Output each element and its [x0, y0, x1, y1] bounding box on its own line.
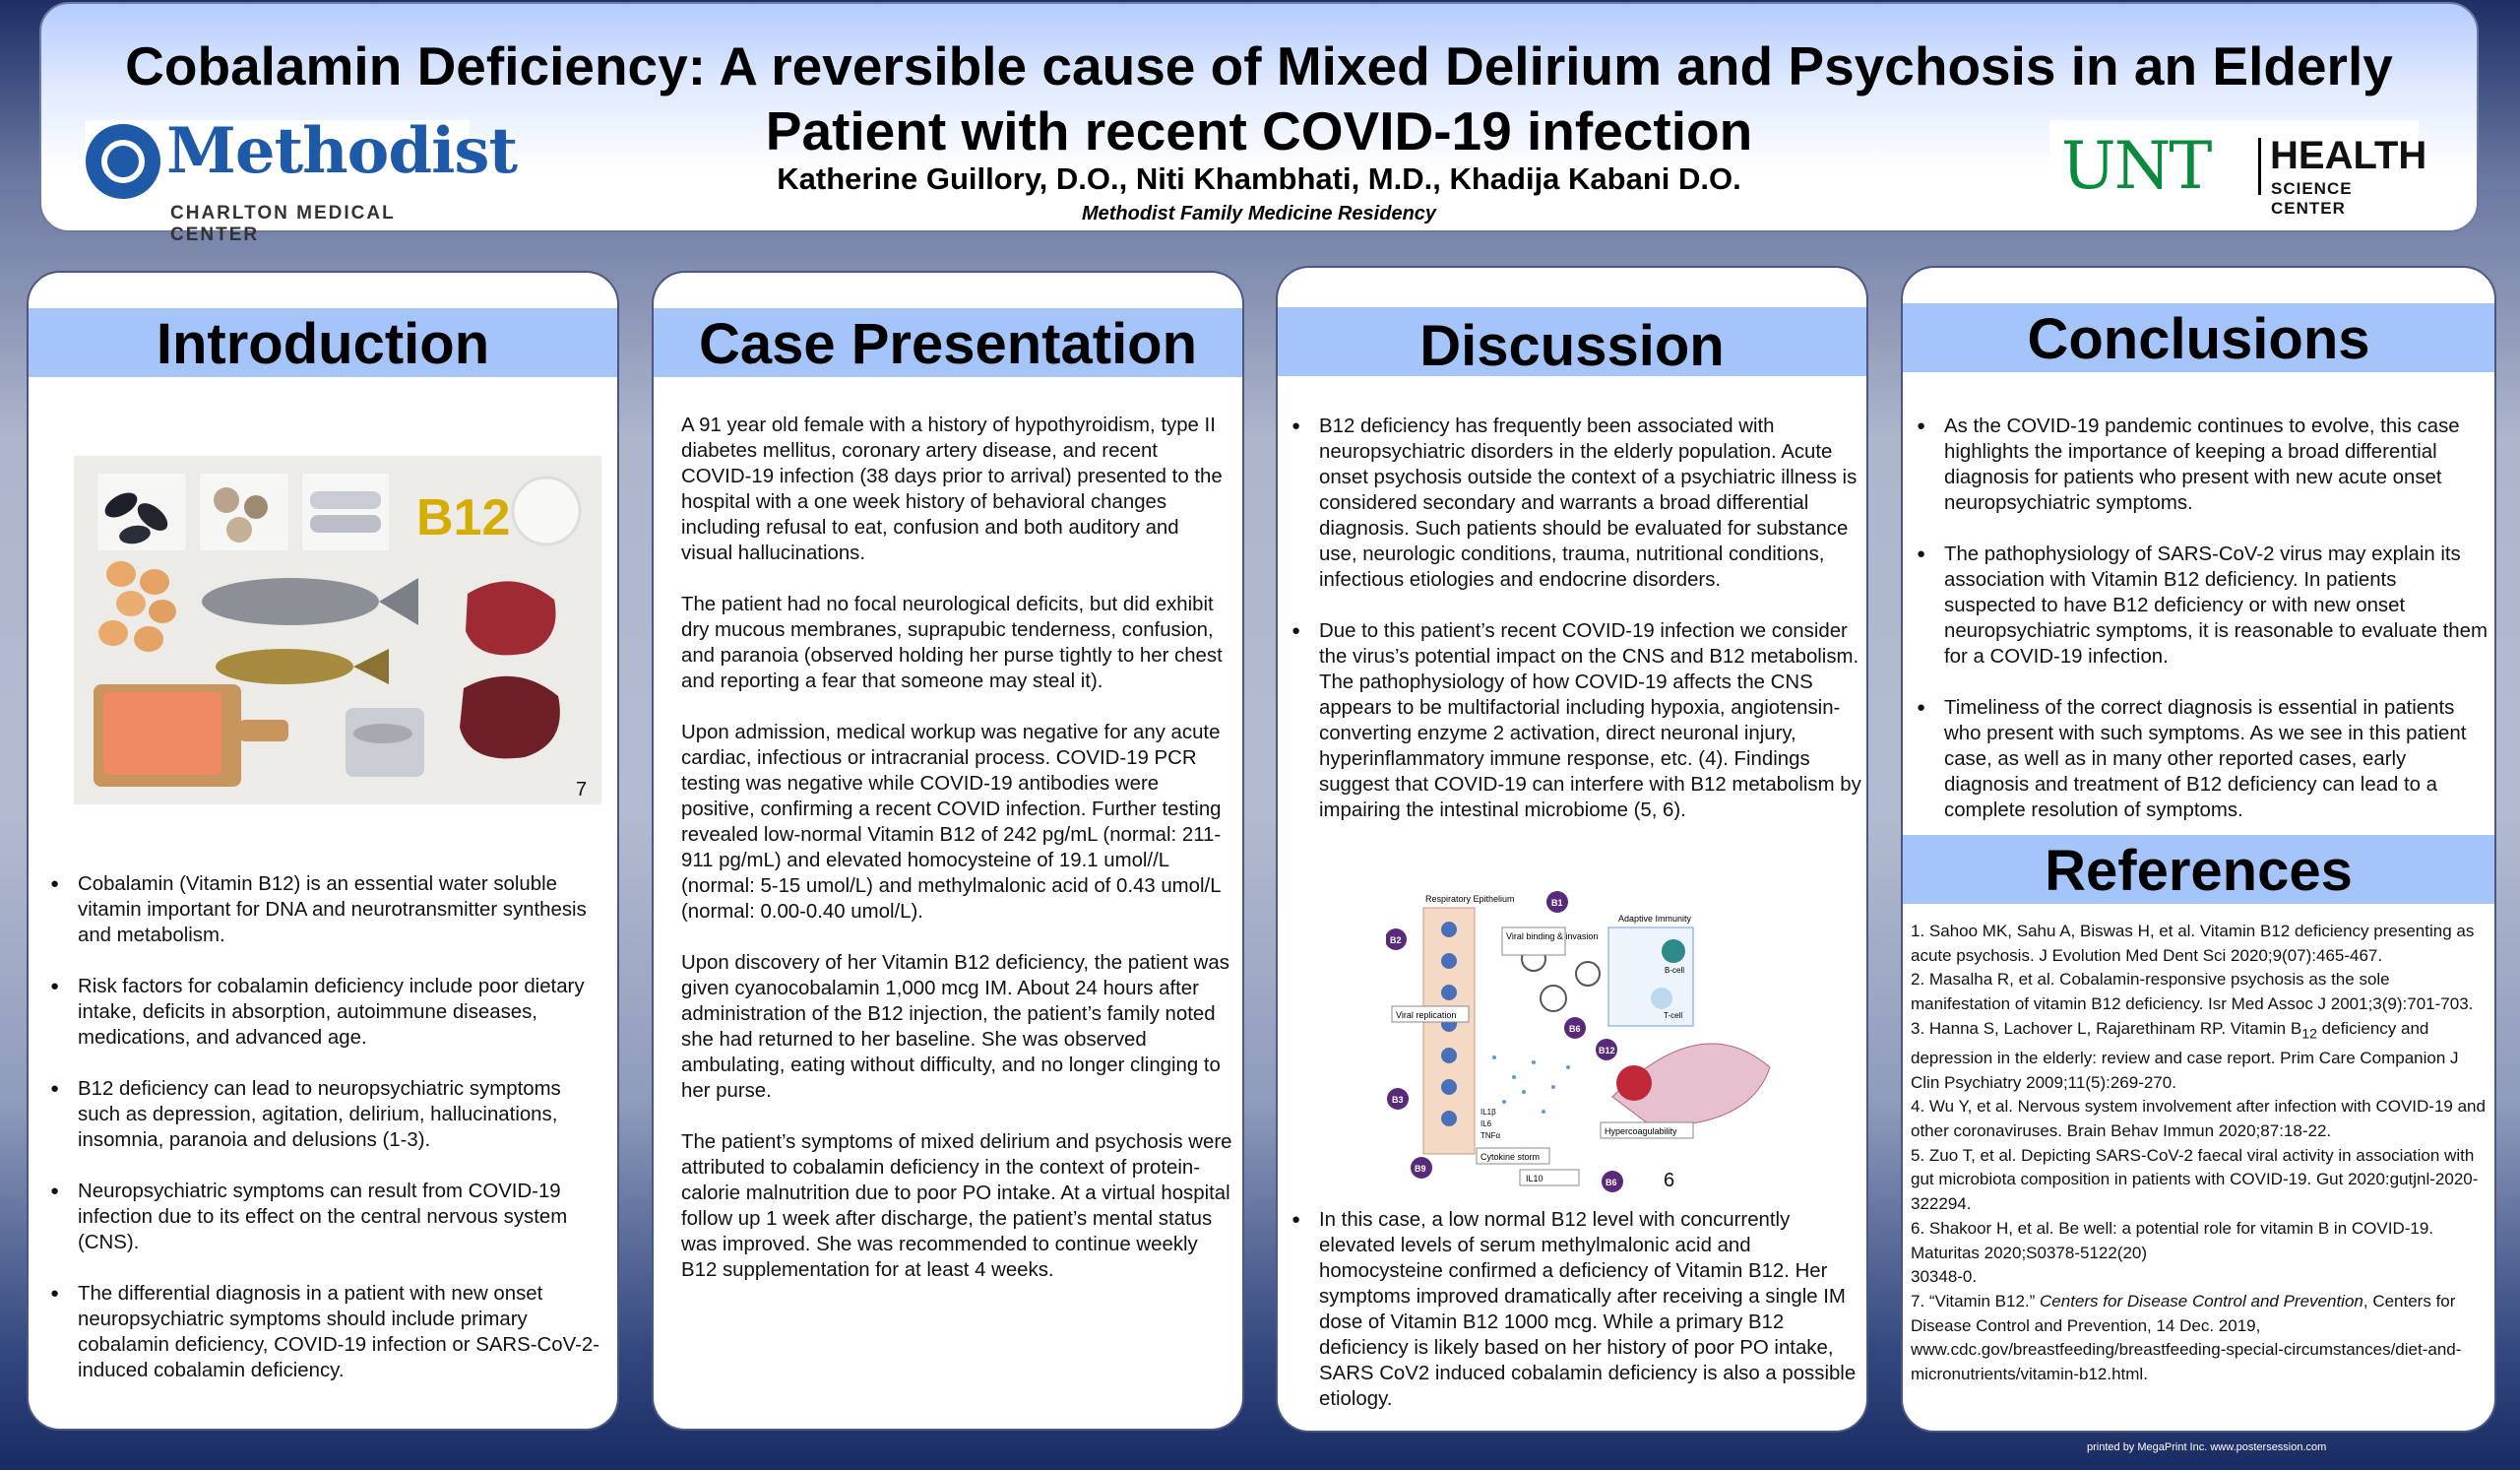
discussion-bullet: ● In this case, a low normal B12 level with concurrently elevated levels of serum methylmalonic acid and homocysteine confirmed a deficiency of Vitamin B12. Her symptoms improved dramatically after receiving a single IM dose of Vitamin B12 1000 mcg. While a primary B12 deficiency is likely based on her history of poor PO intake, SARS CoV2 induced cobalamin deficiency is also a possible etiology.	[1292, 1207, 1864, 1412]
reference-item: 1. Sahoo MK, Sahu A, Biswas H, et al. Vitamin B12 deficiency presenting as acute psychosis. J Evolution Med Dent Sci 2020;9(07):465-467.	[1911, 922, 2475, 965]
fig-label-hyper: Hypercoagulability	[1605, 1126, 1677, 1136]
fig-b12: B12	[1599, 1046, 1615, 1055]
introduction-text	[50, 871, 601, 1409]
references-heading: References	[1903, 835, 2494, 904]
intro-bullet: ● Neuropsychiatric symptoms can result from COVID-19 infection due to its effect on the central nervous system (CNS).	[50, 1179, 601, 1255]
methodist-logo	[86, 114, 517, 245]
reference-3-sub: 12	[2301, 1026, 2317, 1043]
affiliation: Methodist Family Medicine Residency	[1081, 203, 1437, 224]
fig-label-binding: Viral binding & invasion	[1506, 931, 1599, 941]
discussion-text-bottom	[1292, 1207, 1864, 1433]
authors: Katherine Guillory, D.O., Niti Khambhati, M.D., Khadija Kabani D.O.	[777, 161, 1741, 196]
fig-label-tcell: T-cell	[1664, 1011, 1683, 1020]
fig-label-epithelium: Respiratory Epithelium	[1425, 894, 1515, 904]
intro-bullet: ● Cobalamin (Vitamin B12) is an essential water soluble vitamin important for DNA and neurotransmitter synthesis and metabolism.	[50, 871, 601, 948]
introduction-panel	[27, 271, 619, 1431]
methodist-logo-word: Methodist	[166, 114, 517, 188]
methodist-emblem-icon	[86, 124, 160, 199]
intro-bullet: ● B12 deficiency can lead to neuropsychiatric symptoms such as depression, agitation, delirium, hallucinations, insomnia, paranoia and delusions (1-3).	[50, 1076, 601, 1153]
fig-b6: B6	[1569, 1024, 1581, 1034]
conclusions-text	[1917, 414, 2488, 849]
fig-label-tnfa: TNFα	[1480, 1131, 1501, 1140]
image-citation: 7	[576, 779, 588, 800]
reference-item: 2. Masalha R, et al. Cobalamin-responsive psychosis as the sole manifestation of vitamin B12 deficiency. Isr Med Assoc J 2001;3(9):701-703.	[1911, 970, 2474, 1014]
fig-label-adaptive: Adaptive Immunity	[1618, 914, 1692, 924]
fig-b1: B1	[1551, 898, 1563, 908]
fig-label-il10: IL10	[1526, 1174, 1544, 1183]
fig-b2: B2	[1390, 935, 1402, 945]
poster-header	[39, 2, 2479, 245]
conclusion-bullet: ● Timeliness of the correct diagnosis is essential in patients who present with such symptoms. As we see in this patient case, as well as in many other reported cases, early diagnosis and treatment of B12 deficiency can lead to a complete resolution of symptoms.	[1917, 695, 2488, 823]
methodist-logo-sub: CHARLTON MEDICAL CENTER	[170, 203, 396, 245]
fig-label-il1b: IL1β	[1480, 1108, 1496, 1117]
case-paragraph: The patient’s symptoms of mixed delirium and psychosis were attributed to cobalamin deficiency in the context of protein-calorie malnutrition due to poor PO intake. At a virtual hospital follow up 1 week after discharge, the patient’s mental status was improved. She was recommended to continue weekly B12 supplementation for at least 4 weeks.	[681, 1131, 1232, 1281]
conclusion-bullet: ● The pathophysiology of SARS-CoV-2 virus may explain its association with Vitamin B12 deficiency. In patients suspected to have B12 deficiency or with new onset neuropsychiatric symptoms, it is reasonable to evaluate them for a COVID-19 infection.	[1917, 542, 2488, 670]
fig-b3: B3	[1392, 1095, 1404, 1105]
fig-b9: B9	[1415, 1164, 1426, 1174]
title-line-1: Cobalamin Deficiency: A reversible cause of Mixed Delirium and Psychosis in an Elderly	[125, 35, 2393, 96]
b12-foods-image	[74, 456, 603, 806]
b12-image-label: B12	[416, 489, 511, 546]
logo-divider	[2258, 138, 2261, 195]
conclusions-panel	[1901, 266, 2496, 1433]
references-list	[1911, 920, 2489, 1387]
unt-logo-health: HEALTH	[2270, 134, 2427, 177]
unt-logo-hsc: SCIENCE CENTER	[2271, 179, 2353, 218]
figure-citation: 6	[1664, 1170, 1675, 1191]
reference-item	[1911, 1290, 2489, 1387]
case-text	[681, 413, 1232, 1309]
reference-7-italic: Centers for Disease Control and Prevention	[2040, 1291, 2363, 1310]
conclusions-heading: Conclusions	[1903, 303, 2494, 372]
reference-item	[1911, 1217, 2489, 1290]
fig-b6-lower: B6	[1606, 1178, 1617, 1187]
fig-label-cytokine: Cytokine storm	[1480, 1152, 1541, 1162]
reference-item: 4. Wu Y, et al. Nervous system involvement after infection with COVID-19 and other coronaviruses. Brain Behav Immun 2020;87:18-22.	[1911, 1097, 2486, 1141]
intro-bullet: ● Risk factors for cobalamin deficiency include poor dietary intake, deficits in absorption, autoimmune diseases, medications, and advanced age.	[50, 974, 601, 1051]
discussion-bullet: ● B12 deficiency has frequently been associated with neuropsychiatric disorders in the elderly population. Acute onset psychosis outside the context of a psychiatric illness is considered secondary and warrants a broad differential diagnosis. Such patients should be evaluated for substance use, neurologic conditions, trauma, nutritional conditions, infectious etiologies and endocrine disorders.	[1292, 414, 1864, 593]
unt-logo-word: UNT	[2061, 128, 2211, 204]
covid-pathophysiology-figure	[1386, 890, 1799, 1195]
intro-bullet: ● The differential diagnosis in a patient with new onset neuropsychiatric symptoms should include primary cobalamin deficiency, COVID-19 infection or SARS-CoV-2-induced cobalamin deficiency.	[50, 1281, 601, 1383]
reference-3-start: 3. Hanna S, Lachover L, Rajarethinam RP. Vitamin B	[1911, 1018, 2302, 1038]
conclusion-bullet: ● As the COVID-19 pandemic continues to evolve, this case highlights the importance of keeping a broad differential diagnosis for patients who present with new acute onset neuropsychiatric symptoms.	[1917, 414, 2488, 516]
fig-label-il6: IL6	[1480, 1119, 1492, 1128]
title-line-2: Patient with recent COVID-19 infection	[765, 100, 1753, 161]
case-heading: Case Presentation	[654, 308, 1242, 377]
case-paragraph: A 91 year old female with a history of hypothyroidism, type II diabetes mellitus, coronary artery disease, and recent COVID-19 infection (38 days prior to arrival) presented to the hospital with a one week history of behavioral changes including refusal to eat, confusion and both auditory and visual hallucinations.	[681, 415, 1223, 564]
reference-item: 5. Zuo T, et al. Depicting SARS-CoV-2 faecal viral activity in association with gut microbiota composition in patients with COVID-19. Gut 2020:gutjnl-2020-322294.	[1911, 1145, 2479, 1214]
discussion-panel	[1276, 266, 1868, 1433]
case-paragraph: Upon discovery of her Vitamin B12 deficiency, the patient was given cyanocobalamin 1,000 mcg IM. About 24 hours after administration of the B12 injection, the patient’s family noted she had returned to her baseline. She was observed ambulating, eating without difficulty, and no longer clinging to her purse.	[681, 952, 1229, 1102]
discussion-heading: Discussion	[1278, 307, 1866, 376]
fig-label-bcell: B-cell	[1665, 966, 1685, 975]
reference-7-start: 7. “Vitamin B12.”	[1911, 1291, 2041, 1310]
unt-health-logo	[2049, 120, 2427, 218]
printer-credit: printed by MegaPrint Inc. www.postersession.com	[2087, 1441, 2327, 1453]
fig-label-replication: Viral replication	[1396, 1010, 1457, 1020]
introduction-heading: Introduction	[29, 308, 617, 377]
case-paragraph: Upon admission, medical workup was negative for any acute cardiac, infectious or intracranial process. COVID-19 PCR testing was negative while COVID-19 antibodies were positive, confirming a recent COVID infection. Further testing revealed low-normal Vitamin B12 of 242 pg/mL (normal: 211-911 pg/mL) and elevated homocysteine of 19.1 umol//L (normal: 5-15 umol/L) and methylmalonic acid of 0.43 umol/L (normal: 0.00-0.40 umol/L).	[681, 722, 1222, 923]
case-paragraph: The patient had no focal neurological deficits, but did exhibit dry mucous membranes, suprapubic tenderness, confusion, and paranoia (observed holding her purse tightly to her chest and reporting a fear that someone may steal it).	[681, 594, 1223, 692]
reference-3-end: deficiency and depression in the elderly: review and case report. Prim Care Companion J Clin Psychiatry 2009;11(5):269-270.	[1911, 1018, 2459, 1092]
case-panel	[652, 271, 1244, 1431]
reference-7-end: , Centers for Disease Control and Prevention, 14 Dec. 2019, www.cdc.gov/breastfeeding/breastfeeding-special-circumstances/diet-and-micronutrients/vitamin-b12.html.	[1911, 1291, 2462, 1384]
discussion-bullet: ● Due to this patient’s recent COVID-19 infection we consider the virus’s potential impact on the CNS and B12 metabolism. The pathophysiology of how COVID-19 affects the CNS appears to be multifactorial including hypoxia, angiotensin-converting enzyme 2 activation, direct neuronal injury, hyperinflammatory immune response, etc. (4). Findings suggest that COVID-19 can interfere with B12 metabolism by impairing the intestinal microbiome (5, 6).	[1292, 618, 1864, 823]
reference-6-end: 30348-0.	[1911, 1267, 1978, 1287]
discussion-text	[1292, 414, 1864, 849]
reference-item	[1911, 1017, 2489, 1096]
reference-6-start: 6. Shakoor H, et al. Be well: a potential role for vitamin B in COVID-19. Maturitas 2020;S0378-5122(20)	[1911, 1218, 2434, 1262]
